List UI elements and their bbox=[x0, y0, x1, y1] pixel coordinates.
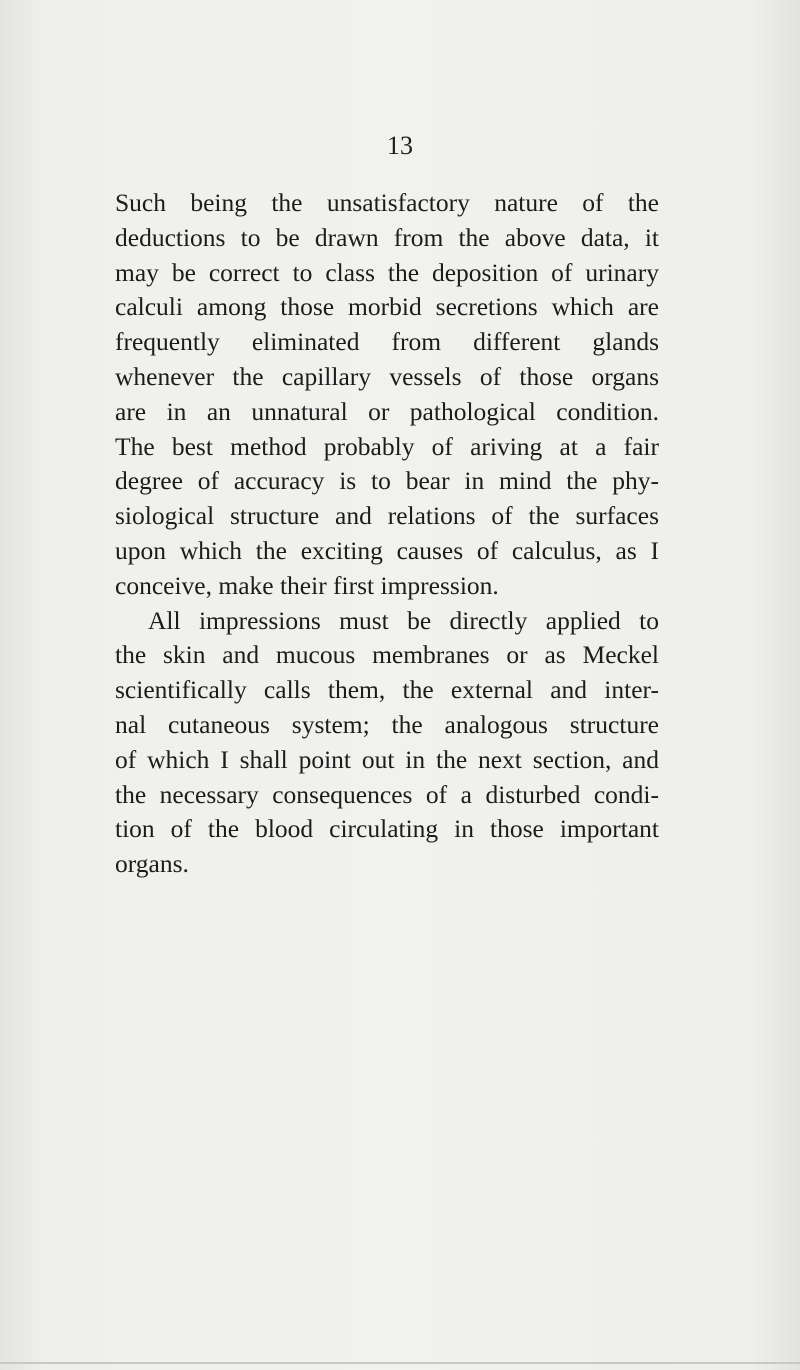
text-line: degree of accuracy is to bear in mind the phy- bbox=[115, 466, 659, 496]
text-line: frequently eliminated from different glands bbox=[115, 327, 659, 357]
text-line: nal cutaneous system; the analogous structure bbox=[115, 709, 659, 739]
text-line: conceive, make their first impression. bbox=[115, 570, 499, 600]
text-line: are in an unnatural or pathological condition. bbox=[115, 396, 659, 426]
text-line: calculi among those morbid secretions which are bbox=[115, 292, 659, 322]
paragraph-2 bbox=[115, 604, 659, 882]
text-line: of which I shall point out in the next section, and bbox=[115, 744, 659, 774]
page-number: 13 bbox=[387, 131, 413, 160]
text-line: siological structure and relations of the surfaces bbox=[115, 501, 659, 531]
text-line: The best method probably of ariving at a fair bbox=[115, 431, 659, 461]
text-line: All impressions must be directly applied to bbox=[148, 605, 659, 635]
body-text bbox=[115, 186, 659, 882]
text-line: the skin and mucous membranes or as Meckel bbox=[115, 640, 659, 670]
text-line: upon which the exciting causes of calculus, as I bbox=[115, 535, 659, 565]
text-line: organs. bbox=[115, 849, 189, 879]
text-line: the necessary consequences of a disturbed condi- bbox=[115, 779, 659, 809]
text-line: Such being the unsatisfactory nature of the bbox=[115, 188, 659, 217]
text-line: tion of the blood circulating in those important bbox=[115, 814, 659, 844]
page-edge bbox=[0, 1362, 800, 1364]
text-line: scientifically calls them, the external and inter- bbox=[115, 675, 659, 705]
text-line: may be correct to class the deposition of urinary bbox=[115, 257, 659, 287]
paragraph-1 bbox=[115, 186, 659, 604]
text-line: whenever the capillary vessels of those organs bbox=[115, 361, 659, 391]
text-line: deductions to be drawn from the above data, it bbox=[115, 222, 659, 252]
